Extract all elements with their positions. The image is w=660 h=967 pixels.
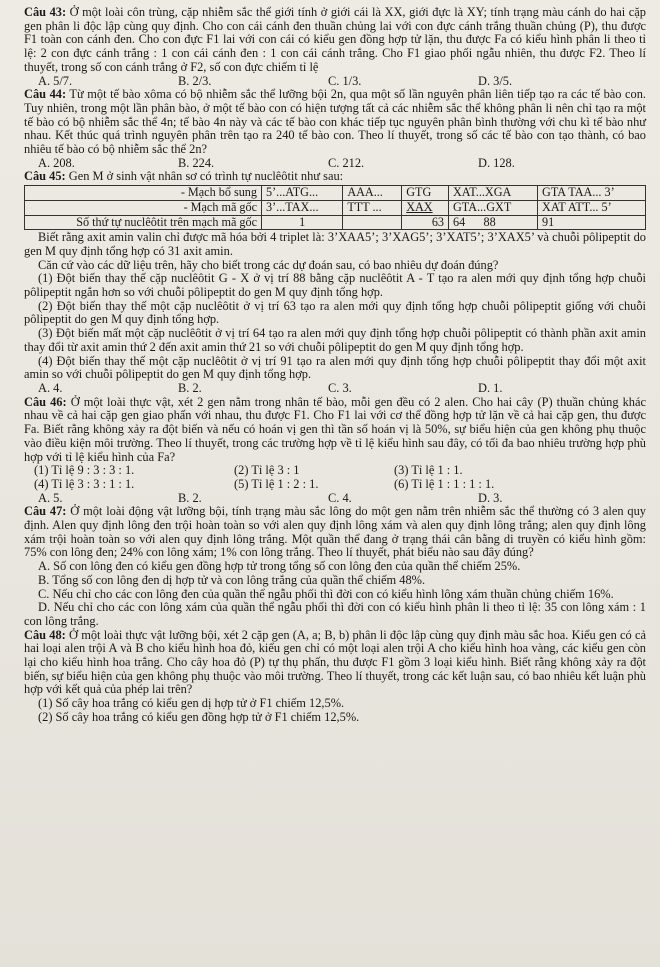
question-43-text: Ở một loài côn trùng, cặp nhiễm sắc thể giới tính ở giới cái là XX, giới đực là XY; tính trạng màu cánh do hai cặp gen phân li độc lập cùng quy định. Cho con cái cánh đen thuần chủng lai với con đực cánh trắng thuần chủng (P), thu được F1 toàn con cánh đen. Cho con đực F1 lai với con cái có kiểu gen đồng hợp tử lặn, thu được Fa có kiểu hình phân li theo tỉ lệ: 2 con đực cánh trắng : 1 con cái cánh đen : 1 con cái cánh trắng. Cho F1 giao phối ngẫu nhiên, thu được F2. Theo lí thuyết, trong số con cánh trắng ở F2, số con đực chiếm tỉ lệ xyxy=(24,5,646,74)
table-row xyxy=(25,186,646,201)
table-cell: TTT ... xyxy=(343,200,402,215)
table-cell: 1 xyxy=(262,215,343,230)
table-cell: XAT...XGA xyxy=(449,186,538,201)
question-46-number: Câu 46: xyxy=(24,394,67,409)
option-b[interactable]: B. 224. xyxy=(178,155,215,170)
case-1: (1) Tỉ lệ 9 : 3 : 3 : 1. xyxy=(34,463,135,478)
question-47-text: Ở một loài động vật lưỡng bội, tính trạng màu sắc lông do một gen nằm trên nhiễm sắc thể thường có 3 alen quy định. Alen quy định lông đen trội hoàn toàn so với alen quy định lông xám và alen quy định lông trắng; alen quy định lông xám trội hoàn toàn so với alen quy định lông trắng. Một quần thể đang ở trạng thái cân bằng di truyền có kiểu hình gồm: 75% con lông đen; 24% con lông xám; 1% con lông trắng. Theo lí thuyết, phát biểu nào sau đây đúng? xyxy=(24,504,646,560)
table-cell: XAT ATT... 5’ xyxy=(538,200,646,215)
option-a[interactable]: A. Số con lông đen có kiểu gen đồng hợp tử trong tổng số con lông đen của quần thể chiếm 25%. xyxy=(38,559,521,574)
case-3: (3) Tỉ lệ 1 : 1. xyxy=(394,463,463,478)
question-45-para2: Căn cứ vào các dữ liệu trên, hãy cho biết trong các dự đoán sau, có bao nhiêu dự đoán đúng? xyxy=(38,257,499,272)
table-cell: GTA TAA... 3’ xyxy=(538,186,646,201)
option-d[interactable]: D. 3. xyxy=(478,490,503,505)
option-a[interactable]: A. 5. xyxy=(38,490,63,505)
option-b[interactable]: B. 2/3. xyxy=(178,73,212,88)
option-a[interactable]: A. 4. xyxy=(38,380,63,395)
statement-1: (1) Đột biến thay thế cặp nuclêôtit G - X ở vị trí 88 bằng cặp nuclêôtit A - T tạo ra alen mới quy định tổng hợp chuỗi pôlipeptit ngắn hơn so với chuỗi pôlipeptit do gen M quy định tổng hợp. xyxy=(24,271,646,300)
table-cell: XAX xyxy=(402,200,449,215)
option-c[interactable]: C. 3. xyxy=(328,380,352,395)
row-label: - Mạch bổ sung xyxy=(25,186,262,201)
question-46-options xyxy=(24,492,646,506)
table-cell: 5’...ATG... xyxy=(262,186,343,201)
question-45-number: Câu 45: xyxy=(24,169,66,184)
question-46-text: Ở một loài thực vật, xét 2 gen nằm trong nhân tế bào, mỗi gen đều có 2 alen. Cho hai cây (P) thuần chủng khác nhau về cả hai cặp gen giao phấn với nhau, thu được F1. Cho F1 lai với cơ thể đồng hợp tử lặn về cả hai cặp gen, thu được Fa. Biết rằng không xảy ra đột biến và nếu có hoán vị gen thì tần số hoán vị là 50%, sự biểu hiện của gen không phụ thuộc vào điều kiện môi trường. Theo lí thuyết, trong các trường hợp về tỉ lệ kiểu hình sau đây, có tối đa bao nhiêu trường hợp phù hợp với tỉ lệ kiểu hình của Fa? xyxy=(24,394,646,464)
statement-4: (4) Đột biến thay thế một cặp nuclêôtit ở vị trí 91 tạo ra alen mới quy định tổng hợp chuỗi pôlipeptit thay đổi một axit amin so với chuỗi pôlipeptit do gen M quy định tổng hợp. xyxy=(24,353,646,382)
question-46-cases xyxy=(24,464,646,491)
table-cell: 63 xyxy=(402,215,449,230)
gene-sequence-table xyxy=(24,185,646,230)
table-cell: GTA...GXT xyxy=(449,200,538,215)
option-c[interactable]: C. Nếu chỉ cho các con lông đen của quần thể ngẫu phối thì đời con có kiểu hình lông xám thuần chủng chiếm 16%. xyxy=(38,586,614,601)
option-d[interactable]: D. Nếu chỉ cho các con lông xám của quần thể ngẫu phối thì đời con có kiểu hình phân li theo tỉ lệ: 35 con lông xám : 1 con lông trắng. xyxy=(24,600,646,628)
statement-3: (3) Đột biến mất một cặp nuclêôtit ở vị trí 64 tạo ra alen mới quy định tổng hợp chuỗi pôlipeptit có thành phần axit amin thay đổi từ axit amin thứ 2 đến axit amin thứ 21 so với chuỗi pôlipeptit do gen M quy định tổng hợp. xyxy=(24,326,646,354)
table-cell: GTG xyxy=(402,186,449,201)
question-44-options xyxy=(24,157,646,171)
option-b[interactable]: B. Tổng số con lông đen dị hợp tử và con lông trắng của quần thể chiếm 48%. xyxy=(38,572,426,587)
question-43 xyxy=(24,6,646,75)
question-46 xyxy=(24,396,646,465)
question-43-options xyxy=(24,75,646,89)
table-cell: 3’...TAX... xyxy=(262,200,343,215)
question-45 xyxy=(24,170,646,184)
case-2: (2) Tỉ lệ 3 : 1 xyxy=(234,463,300,478)
question-44 xyxy=(24,88,646,157)
question-45-intro: Gen M ở sinh vật nhân sơ có trình tự nuclêôtit như sau: xyxy=(68,169,344,184)
table-row xyxy=(25,215,646,230)
statement-1: (1) Số cây hoa trắng có kiểu gen dị hợp tử ở F1 chiếm 12,5%. xyxy=(38,696,345,711)
question-43-number: Câu 43: xyxy=(24,5,67,19)
option-d[interactable]: D. 128. xyxy=(478,155,515,170)
case-4: (4) Tỉ lệ 3 : 3 : 1 : 1. xyxy=(34,476,135,491)
statement-2: (2) Số cây hoa trắng có kiểu gen đồng hợp tử ở F1 chiếm 12,5%. xyxy=(38,709,360,724)
question-47 xyxy=(24,505,646,560)
option-d[interactable]: D. 3/5. xyxy=(478,73,513,88)
option-a[interactable]: A. 208. xyxy=(38,155,75,170)
option-d[interactable]: D. 1. xyxy=(478,380,503,395)
question-45-options xyxy=(24,382,646,396)
table-cell xyxy=(343,215,402,230)
question-44-number: Câu 44: xyxy=(24,87,67,102)
question-47-number: Câu 47: xyxy=(24,504,67,519)
question-48-number: Câu 48: xyxy=(24,627,66,642)
row-label: - Mạch mã gốc xyxy=(25,200,262,215)
option-c[interactable]: C. 212. xyxy=(328,155,365,170)
case-6: (6) Tỉ lệ 1 : 1 : 1 : 1. xyxy=(394,476,495,491)
table-cell: 91 xyxy=(538,215,646,230)
option-b[interactable]: B. 2. xyxy=(178,490,202,505)
question-45-para1: Biết rằng axit amin valin chỉ được mã hóa bởi 4 triplet là: 3’XAA5’; 3’XAG5’; 3’XAT5’; 3’XAX5’ và chuỗi pôlipeptit do gen M quy định tổng hợp có 31 axit amin. xyxy=(24,230,646,258)
table-cell: AAA... xyxy=(343,186,402,201)
table-cell: 64 88 xyxy=(449,215,538,230)
option-b[interactable]: B. 2. xyxy=(178,380,202,395)
statement-2: (2) Đột biến thay thế một cặp nuclêôtit ở vị trí 63 tạo ra alen mới quy định tổng hợp chuỗi pôlipeptit giống với chuỗi pôlipeptit do gen M quy định tổng hợp. xyxy=(24,298,646,327)
option-c[interactable]: C. 1/3. xyxy=(328,73,362,88)
question-48-text: Ở một loài thực vật lưỡng bội, xét 2 cặp gen (A, a; B, b) phân li độc lập cùng quy định màu sắc hoa. Kiểu gen có cả hai loại alen trội A và B cho kiểu hình hoa đỏ, kiểu gen chỉ có một loại alen trội A cho kiểu hình hoa vàng, các kiểu gen còn lại cho kiểu hình hoa trắng. Cho cây hoa đỏ (P) tự thụ phấn, thu được F1 gồm 3 loại kiểu hình. Biết rằng không xảy ra đột biến, sự biểu hiện của gen không phụ thuộc vào môi trường. Theo lí thuyết, trong các kết luận sau, có bao nhiêu kết luận phù hợp với kết quả của phép lai trên? xyxy=(24,627,646,697)
case-5: (5) Tỉ lệ 1 : 2 : 1. xyxy=(234,476,319,491)
question-48 xyxy=(24,629,646,698)
row-label: Số thứ tự nuclêôtit trên mạch mã gốc xyxy=(25,215,262,230)
table-row xyxy=(25,200,646,215)
option-a[interactable]: A. 5/7. xyxy=(38,73,73,88)
option-c[interactable]: C. 4. xyxy=(328,490,352,505)
question-44-text: Từ một tế bào xôma có bộ nhiễm sắc thể lưỡng bội 2n, qua một số lần nguyên phân liên tiếp tạo ra các tế bào con. Tuy nhiên, trong một lần phân bào, ở một tế bào con có hiện tượng tất cả các nhiễm sắc thể không phân li nên chỉ tạo ra một tế bào có bộ nhiễm sắc thể 4n; tế bào 4n này và các tế bào con khác tiếp tục nguyên phân bình thường với chu kì tế bào như nhau. Kết thúc quá trình nguyên phân trên tạo ra 240 tế bào con. Theo lí thuyết, trong số các tế bào con tạo thành, có bao nhiêu tế bào có bộ nhiễm sắc thể 2n? xyxy=(24,87,646,157)
